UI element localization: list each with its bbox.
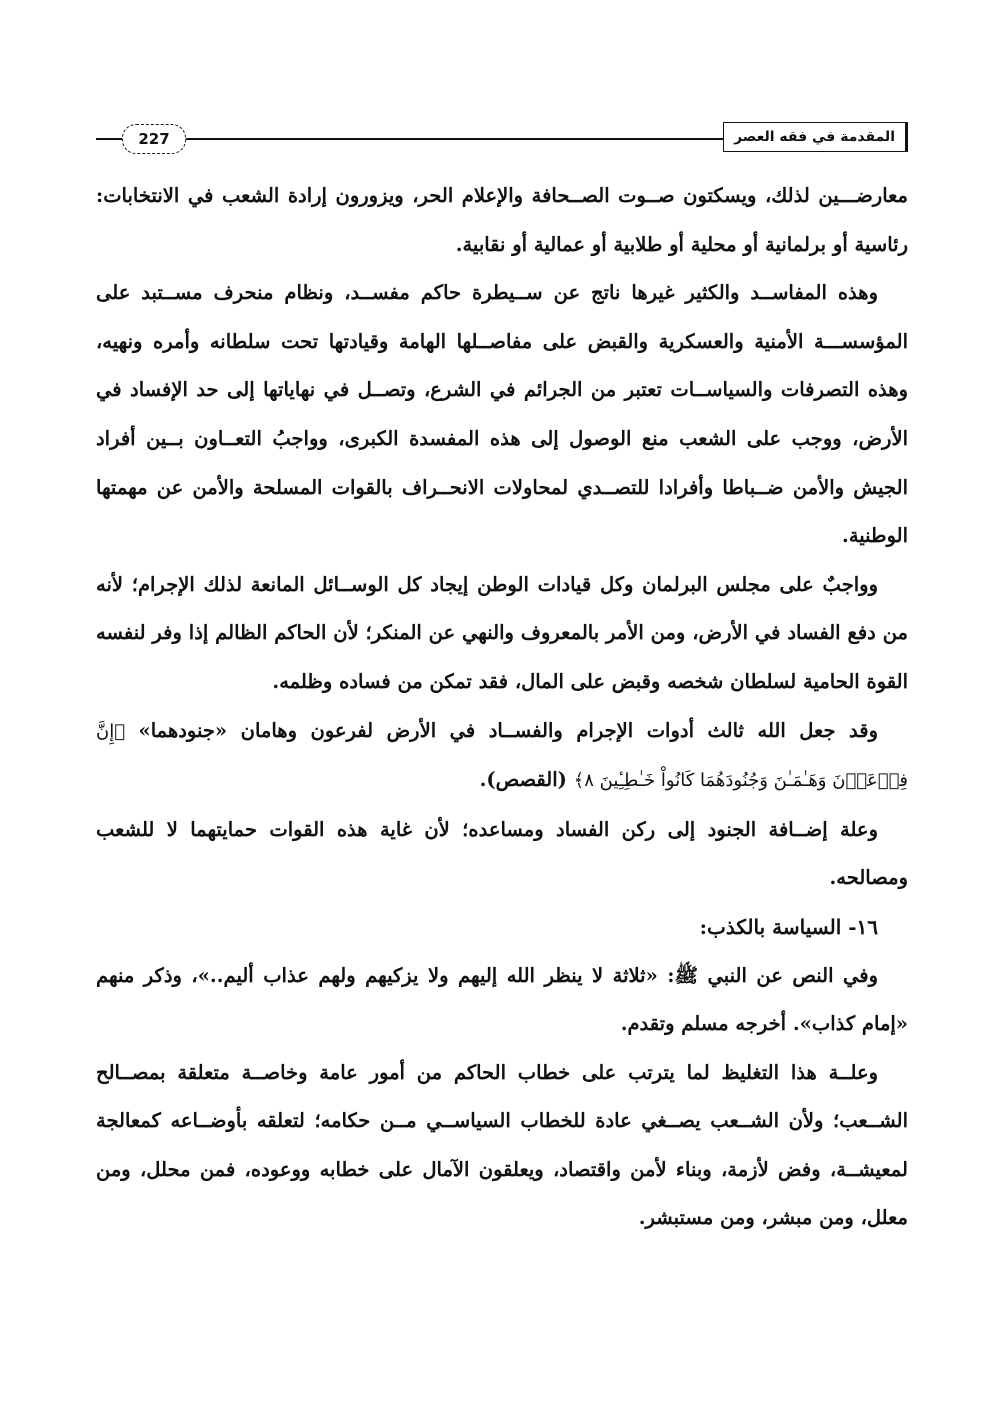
paragraph-7: وعلــة هذا التغليظ لما يترتب على خطاب الحاكم من أمور عامة وخاصــة متعلقة بمصــالح الشــعب؛ ولأن الشــعب يصــغي عادة للخطاب السياســي مــن حكامه؛ لتعلقه بأوضــاعه كمعالجة لمعيشــة، وفض لأزمة، وبناء لأمن واقتصاد، ويعلقون الآمال على خطابه ووعوده، فمن محلل، ومن معلل، ومن مبشر، ومن مستبشر. [96,1060,908,1230]
section-heading: ١٦- السياسة بالكذب: [699,914,878,939]
paragraph-4-text: وقد جعل الله ثالث أدوات الإجرام والفســاد في الأرض لفرعون وهامان «جنودهما» [138,718,878,742]
page-body [96,172,908,1243]
page-number: 227 [122,124,186,154]
quran-source: (القصص). [479,768,567,792]
quran-verse: ﴿إِنَّ فِرۡعَوۡنَ وَهَـٰمَـٰنَ وَجُنُودَهُمَا كَانُواْ خَـٰطِـِٔينَ ٨﴾ [96,720,908,792]
page-header [96,120,908,154]
paragraph-3: وواجبٌ على مجلس البرلمان وكل قيادات الوطن إيجاد كل الوســائل المانعة لذلك الإجرام؛ لأنه من دفع الفساد في الأرض، ومن الأمر بالمعروف والنهي عن المنكر؛ لأن الحاكم الظالم إذا وفر لنفسه القوة الحامية لسلطان شخصه وقبض على المال، فقد تمكن من فساده وظلمه. [96,572,908,693]
paragraph-6: وفي النص عن النبي ﷺ: «ثلاثة لا ينظر الله إليهم ولا يزكيهم ولهم عذاب أليم..»، وذكر منهم «إمام كذاب». أخرجه مسلم وتقدم. [96,963,908,1036]
paragraph-4 [96,707,908,806]
paragraph-1: معارضـــين لذلك، ويسكتون صــوت الصــحافة والإعلام الحر، ويزورون إرادة الشعب في الانتخابات: رئاسية أو برلمانية أو محلية أو طلابية أو عمالية أو نقابية. [96,184,908,256]
paragraph-5: وعلة إضــافة الجنود إلى ركن الفساد ومساعده؛ لأن غاية هذه القوات حمايتهما لا للشعب ومصالحه. [96,817,908,890]
book-title: المقدمة في فقه العصر [723,122,908,152]
paragraph-2: وهذه المفاســد والكثير غيرها ناتج عن ســيطرة حاكم مفســد، ونظام منحرف مســتبد على المؤسســـة الأمنية والعسكرية والقبض على مفاصــلها الهامة وقيادتها تحت سلطانه وأمره ونهيه، وهذه التصرفات والسياســات تعتبر من الجرائم في الشرع، وتصــل في نهاياتها إلى حد الإفساد في الأرض، ووجب على الشعب منع الوصول إلى هذه المفسدة الكبرى، وواجبُ التعــاون بــين أفراد الجيش والأمن ضــباطا وأفرادا للتصــدي لمحاولات الانحــراف بالقوات المسلحة والأمن عن مهمتها الوطنية. [96,281,908,548]
